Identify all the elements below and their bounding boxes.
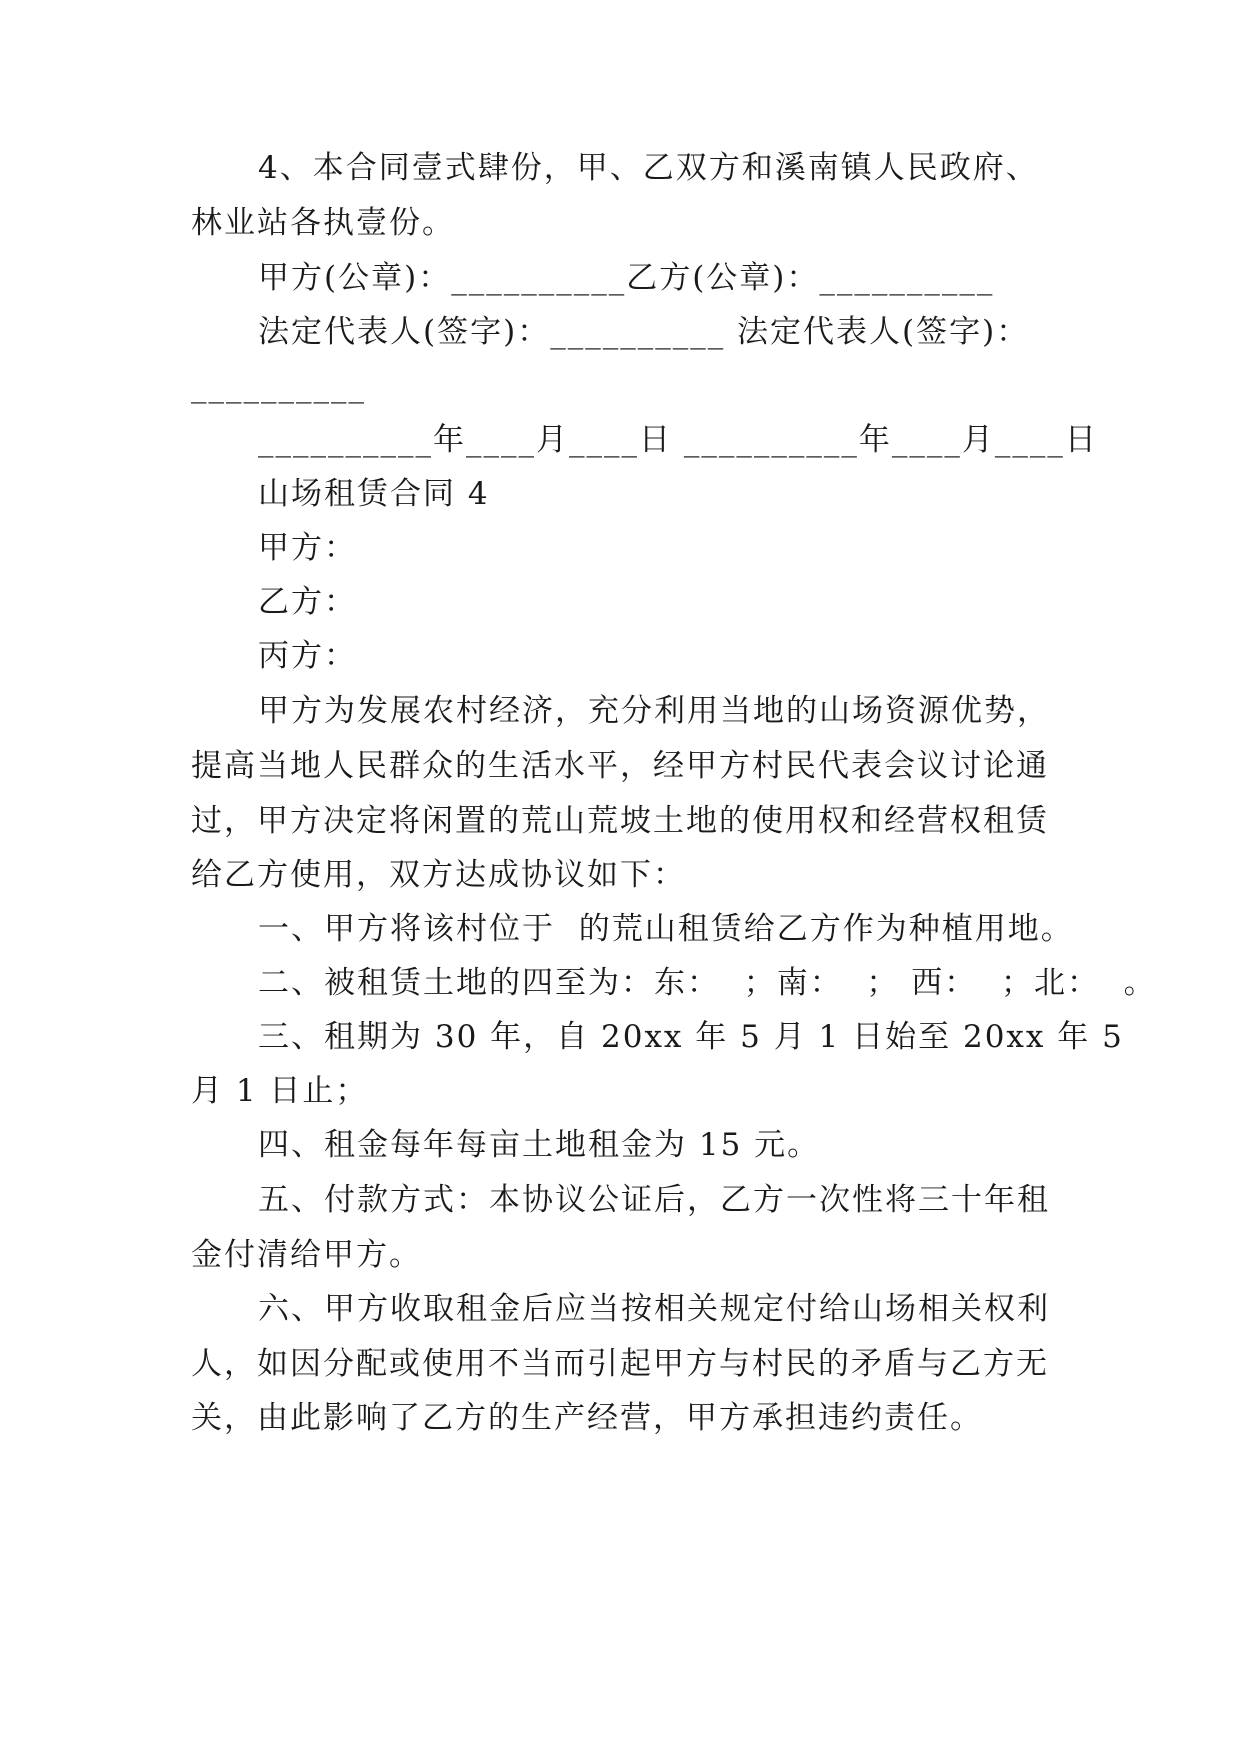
clause-6-cont: 人，如因分配或使用不当而引起甲方与村民的矛盾与乙方无 (191, 1346, 1049, 1382)
clause-6-cont: 关，由此影响了乙方的生产经营，甲方承担违约责任。 (191, 1400, 983, 1436)
paragraph-line: 提高当地人民群众的生活水平，经甲方村民代表会议讨论通 (191, 748, 1049, 784)
clause-5: 五、付款方式：本协议公证后，乙方一次性将三十年租 (258, 1182, 1050, 1218)
date-line: __________年____月____日 __________年____月____日 (258, 422, 1098, 458)
party-a-label: 甲方： (258, 530, 357, 566)
paragraph-line: 林业站各执壹份。 (191, 205, 455, 241)
clause-3-cont: 月 1 日止； (191, 1073, 369, 1109)
paragraph-line: 给乙方使用，双方达成协议如下： (191, 857, 686, 893)
paragraph-line: 过，甲方决定将闲置的荒山荒坡土地的使用权和经营权租赁 (191, 803, 1049, 839)
clause-6: 六、甲方收取租金后应当按相关规定付给山场相关权利 (258, 1291, 1050, 1327)
party-b-label: 乙方： (258, 584, 357, 620)
clause-4: 四、租金每年每亩土地租金为 15 元。 (258, 1127, 821, 1163)
party-c-label: 丙方： (258, 638, 357, 674)
signature-line-representative: 法定代表人(签字)：__________ 法定代表人(签字)： (258, 314, 1030, 350)
clause-1: 一、甲方将该村位于 的荒山租赁给乙方作为种植用地。 (258, 911, 1074, 947)
signature-line-seal: 甲方(公章)：__________乙方(公章)：__________ (258, 260, 995, 296)
clause-3: 三、租期为 30 年，自 20xx 年 5 月 1 日始至 20xx 年 5 (258, 1019, 1124, 1055)
clause-2: 二、被租赁土地的四至为：东： ；南： ； 西： ；北： 。 (258, 965, 1157, 1001)
signature-blank: __________ (191, 368, 366, 404)
paragraph-line: 甲方为发展农村经济，充分利用当地的山场资源优势， (258, 693, 1050, 729)
section-title: 山场租赁合同 4 (258, 476, 490, 512)
paragraph-line: 4、本合同壹式肆份，甲、乙双方和溪南镇人民政府、 (258, 150, 1039, 186)
clause-5-cont: 金付清给甲方。 (191, 1237, 422, 1273)
